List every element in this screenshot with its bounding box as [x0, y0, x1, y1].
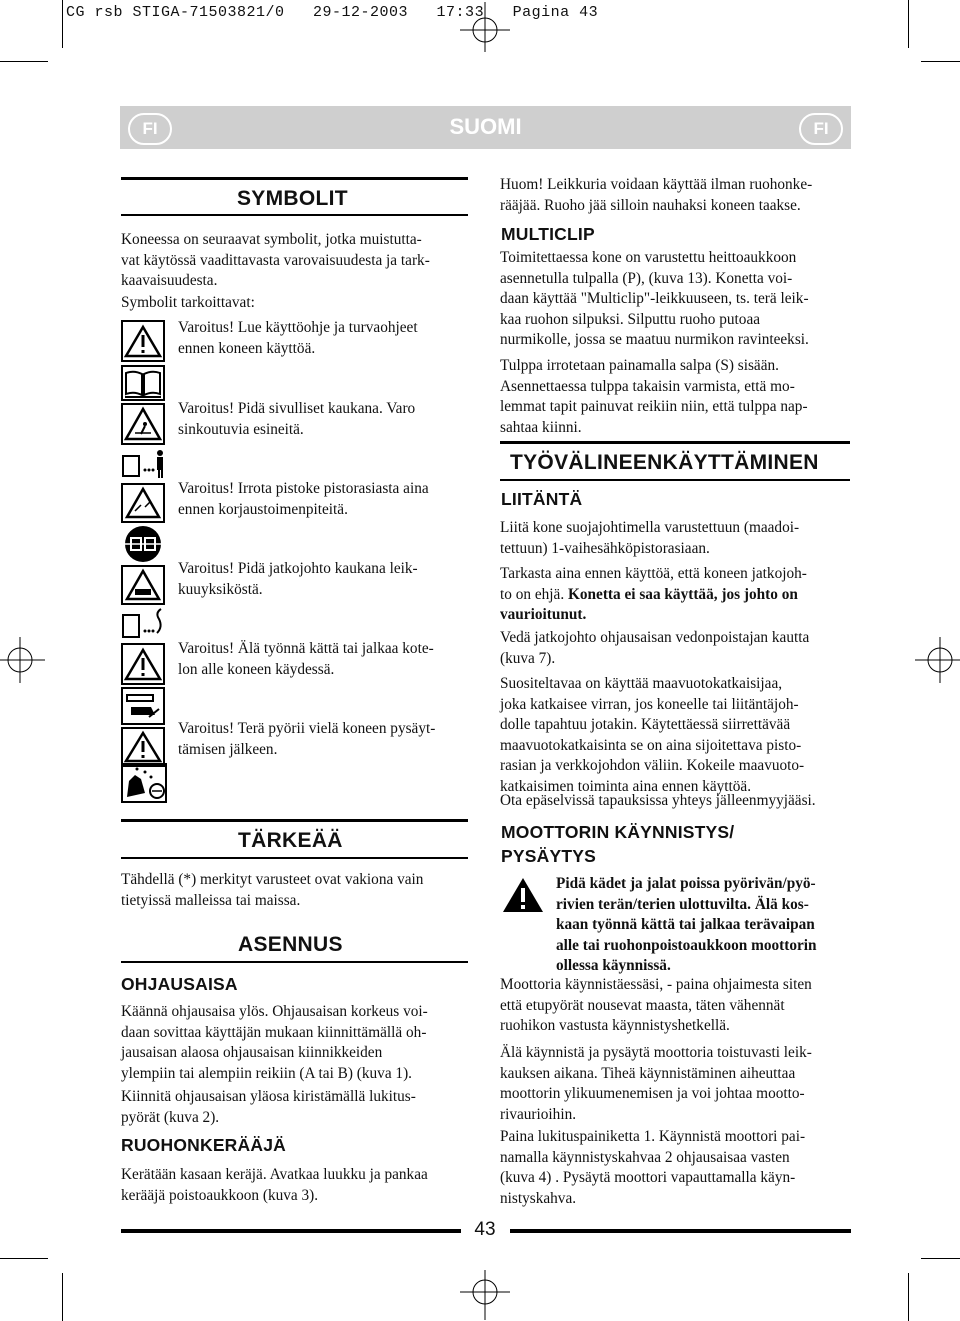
crop-mark [62, 0, 63, 48]
warning-triangle-icon [121, 320, 165, 362]
warning-triangle-icon [502, 876, 544, 914]
ruohonkeraaja-heading: RUOHONKERÄÄJÄ [121, 1135, 286, 1155]
registration-mark-left [0, 635, 50, 685]
symbol-description-6: Varoitus! Terä pyörii vielä koneen pysäyt- tämisen jälkeen. [178, 720, 436, 758]
safety-warning-text: Pidä kädet ja jalat poissa pyörivän/pyö- rivien terän/terien ulottuvilta. Älä kos- kaan työnnä kättä tai jalkaa terävaipan alle tai ruohonpoistoaukkoon moottorin ollessa käynnissä. [556, 875, 817, 974]
crop-mark [921, 61, 960, 62]
language-badge-left: FI [128, 113, 172, 145]
footer-rule-left [121, 1229, 461, 1233]
symbol-description-2: Varoitus! Pidä sivulliset kaukana. Varo sinkoutuvia esineitä. [178, 400, 416, 438]
cable-warning-icon [121, 565, 165, 605]
registration-mark-right [910, 635, 960, 685]
ohjausaisa-paragraph-2: Kiinnitä ohjausaisan yläosa kiristämällä lukitus- pyörät (kuva 2). [121, 1088, 416, 1126]
manual-book-icon [121, 365, 165, 401]
crop-mark [921, 1258, 960, 1259]
registration-mark-top [450, 2, 520, 52]
asennus-heading: ASENNUS [238, 933, 343, 956]
registration-mark-bottom [450, 1270, 520, 1320]
liitanta-paragraph-3: Vedä jatkojohto ohjausaisan vedonpoistajan kautta (kuva 7). [500, 629, 810, 667]
crop-mark [908, 1273, 909, 1321]
moottori-paragraph-3: Paina lukituspainiketta 1. Käynnistä moottori pai- namalla käynnistyskahvaa 2 ohjausaisaa vasten (kuva 4) . Pysäytä moottori vapauttamalla käyn- nistyskahva. [500, 1128, 806, 1207]
symbol-description-5: Varoitus! Älä työnnä kättä tai jalkaa kote- lon alle koneen käydessä. [178, 640, 434, 678]
rotating-blade-icon [121, 763, 167, 803]
tarkeaa-heading: TÄRKEÄÄ [238, 829, 343, 852]
liitanta-paragraph-4: Suositeltavaa on käyttää maavuotokatkaisijaa, joka katkaisee virran, jos koneelle tai liitäntäjoh- dolle tapahtuu jotakin. Käytettäessä siirrettävää maavuotokatkaisinta se on aina sijoitettava pisto- rasian ja verkkojohdon väliin. Kokeile maavuoto- katkaisimen toiminta aina ennen käyttöä. [500, 675, 805, 795]
section-rule [121, 177, 468, 180]
multiclip-paragraph-2: Tulppa irrotetaan painamalla salpa (S) sisään. Asennettaessa tulppa takaisin varmista, että mo- lemmat tapit painuvat reikiin niin, että tulppa nap- sahtaa kiinni. [500, 357, 808, 436]
tarkeaa-text: Tähdellä (*) merkityt varusteet ovat vakiona vain tietyissä malleissa tai maissa. [121, 871, 424, 909]
symbolit-intro: Koneessa on seuraavat symbolit, jotka muistutta- vat käytössä vaadittavasta varovaisuudesta ja tark- kaavaisuudesta. [121, 231, 430, 289]
section-rule [500, 441, 850, 444]
section-rule [121, 961, 468, 963]
crop-mark [0, 1258, 48, 1259]
bystanders-distance-icon [121, 448, 167, 480]
banner-title: SUOMI [449, 114, 522, 139]
section-rule [121, 214, 468, 216]
crop-mark [908, 0, 909, 48]
page-number: 43 [474, 1219, 496, 1240]
ruohonkeraaja-paragraph: Kerätään kasaan keräjä. Avatkaa luukku ja pankaa kerääjä poistoaukkoon (kuva 3). [121, 1166, 428, 1204]
section-rule [121, 819, 468, 822]
warning-triangle-icon [121, 727, 165, 767]
crop-mark [62, 1273, 63, 1321]
crop-mark [0, 61, 48, 62]
cable-away-icon [121, 607, 167, 641]
symbol-description-1: Varoitus! Lue käyttöohje ja turvaohjeet ennen koneen käyttöä. [178, 319, 418, 357]
warning-triangle-icon [121, 643, 165, 685]
huom-paragraph: Huom! Leikkuria voidaan käyttää ilman ruohonke- rääjää. Ruoho jää silloin nauhaksi koneen taakse. [500, 176, 813, 214]
hand-foot-warning-icon [121, 687, 165, 725]
symbolit-heading: SYMBOLIT [237, 187, 348, 210]
footer-rule-right [510, 1229, 851, 1233]
liitanta-paragraph-5: Ota epäselvissä tapauksissa yhteys jälleenmyyjääsi. [500, 792, 816, 809]
plug-icon [121, 525, 165, 563]
ohjausaisa-paragraph-1: Käännä ohjausaisa ylös. Ohjausaisan korkeus voi- daan sovittaa käyttäjän mukaan kiinnittämällä oh- jausaisan alaosa ohjausaisan kiinnikkeiden ylempiin tai alempiin reikiin (A tai B) (kuva 1). [121, 1003, 428, 1082]
symbol-description-3: Varoitus! Irrota pistoke pistorasiasta aina ennen korjaustoimenpiteitä. [178, 480, 429, 518]
section-rule [121, 857, 468, 859]
tyovalineen-kaytto-heading: TYÖVÄLINEENKÄYTTÄMINEN [510, 451, 819, 474]
moottori-paragraph-2: Älä käynnistä ja pysäytä moottoria toistuvasti leik- kauksen aikana. Tiheä käynnistäminen aiheuttaa moottorin ylikuumenemisen ja voi johtaa mootto- rivaurioihin. [500, 1044, 812, 1123]
liitanta-paragraph-1: Liitä kone suojajohtimella varustettuun (maadoi- tettuun) 1-vaihesähköpistorasiaan. [500, 519, 800, 557]
multiclip-heading: MULTICLIP [501, 224, 595, 244]
symbol-description-4: Varoitus! Pidä jatkojohto kaukana leik- kuuyksiköstä. [178, 560, 418, 598]
liitanta-heading: LIITÄNTÄ [501, 489, 583, 509]
section-rule [500, 479, 850, 481]
ohjausaisa-heading: OHJAUSAISA [121, 974, 238, 994]
print-slug: CG rsb STIGA-71503821/0 29-12-2003 17:33 Pagina 43 [66, 4, 599, 21]
unplug-warning-icon [121, 483, 165, 523]
language-badge-right: FI [799, 113, 843, 145]
thrown-objects-warning-icon [121, 403, 165, 445]
moottori-paragraph-1: Moottoria käynnistäessäsi, - paina ohjaimesta siten että etupyörät nousevat maasta, täten vähennät ruohikon vastusta käynnistyshetkellä. [500, 976, 812, 1034]
moottorin-kaynnistys-heading: MOOTTORIN KÄYNNISTYS/ PYSÄYTYS [501, 822, 735, 866]
multiclip-paragraph-1: Toimitettaessa kone on varustettu heittoaukkoon asennetulla tulpalla (P), (kuva 13). Konetta voi- daan käyttää "Multiclip"-leikkuuseen, ts. terä leik- kaa ruohon silpuksi. Silputtu ruoho putoaa nurmikolle, jossa se maatuu nurmikon ravinteeksi. [500, 249, 809, 348]
symbolit-lead: Symbolit tarkoittavat: [121, 294, 255, 311]
language-banner [120, 106, 851, 149]
liitanta-paragraph-2: Tarkasta aina ennen käyttöä, että koneen jatkojoh- to on ehjä. Konetta ei saa käyttää, jos johto on vaurioitunut. [500, 565, 807, 623]
